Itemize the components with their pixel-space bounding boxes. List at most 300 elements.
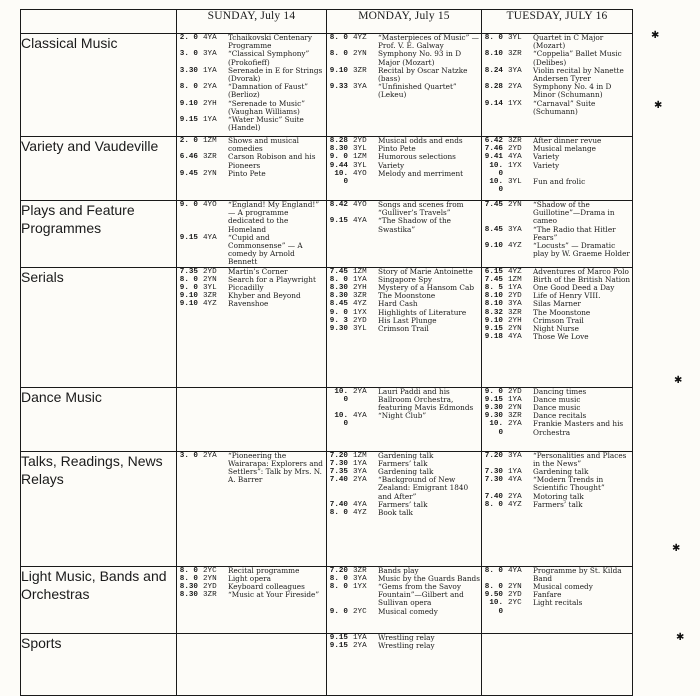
program-title: Musical melange: [533, 144, 596, 154]
program-time: 9. 3: [329, 316, 348, 325]
program-time: 10. 0: [489, 420, 503, 437]
program-title: Musical odds and ends: [378, 136, 463, 145]
program-time: 8. 0: [484, 500, 503, 509]
program-time: 10. 0: [334, 412, 348, 429]
program-title: “Background of New Zealand: Emigrant 1840 and After”: [378, 475, 469, 501]
program-station: 2YN: [203, 169, 217, 178]
program-station: 2YD: [353, 137, 367, 145]
margin-mark: ✱: [676, 632, 685, 643]
program-station: 4YA: [508, 476, 522, 485]
program-time: 8. 0: [329, 50, 348, 59]
program-time: 9.10: [484, 242, 503, 251]
program-station: 2YA: [508, 492, 522, 501]
program-entry: [327, 583, 481, 608]
category-row: [21, 34, 633, 137]
day-header-monday: MONDAY, July 15: [327, 10, 482, 34]
program-title: Fanfare: [533, 590, 562, 600]
program-title: “Cupid and Commonsense” — A comedy by Arnold Bennett: [228, 232, 303, 267]
program-station: 1YA: [203, 116, 217, 125]
program-time: 9.45: [179, 169, 198, 178]
program-station: 4YZ: [353, 509, 367, 518]
program-entry: [482, 242, 632, 258]
program-title: Lauri Paddi and his Ballroom Orchestra, featuring Mavis Edmonds: [378, 386, 474, 413]
program-time: 7.40: [329, 500, 348, 509]
day-cell: [482, 137, 633, 201]
program-station: 3YL: [508, 178, 522, 187]
program-station: 1YA: [508, 395, 522, 404]
program-station: 3ZR: [203, 153, 217, 162]
program-station: 3YA: [353, 468, 367, 477]
program-time: 7.40: [329, 476, 348, 485]
program-title: Fun and frolic: [533, 177, 586, 187]
program-title: Humorous selections: [378, 152, 456, 162]
program-time: 9.41: [484, 153, 503, 162]
program-station: 1YA: [203, 66, 217, 75]
program-time: 7.35: [179, 267, 198, 276]
program-title: Quartet in C Major (Mozart): [533, 33, 604, 51]
program-station: 2YA: [353, 476, 367, 485]
program-station: 3ZR: [203, 292, 217, 301]
program-title: Singapore Spy: [378, 274, 433, 284]
program-station: 2YC: [203, 566, 217, 575]
day-cell: [327, 387, 482, 451]
program-title: “Modern Trends in Scientific Thought”: [533, 475, 605, 493]
program-station: 1YX: [353, 583, 367, 592]
program-time: 9.44: [329, 161, 348, 170]
program-title: Musical comedy: [378, 606, 438, 616]
day-header-sunday: SUNDAY, July 14: [177, 10, 327, 34]
program-entry: [177, 452, 326, 485]
program-time: 8. 0: [329, 583, 348, 592]
program-station: 1YA: [353, 459, 367, 468]
program-entry: [177, 137, 326, 153]
program-title: Serenade in E for Strings (Dvorak): [228, 65, 323, 84]
program-title: “The Shadow of the Swastika”: [378, 216, 451, 234]
program-time: 9.15: [484, 325, 503, 334]
program-time: 9. 0: [329, 153, 348, 162]
program-station: 4YA: [508, 333, 522, 342]
day-cell: [327, 267, 482, 387]
program-title: Those We Love: [533, 332, 589, 342]
program-title: Musical comedy: [533, 582, 593, 592]
program-entry: [482, 452, 632, 468]
program-time: 9.15: [329, 641, 348, 650]
program-time: 8. 0: [484, 583, 503, 592]
program-station: 3YA: [508, 66, 522, 75]
program-title: Songs and scenes from “Gulliver’s Travels”: [378, 200, 464, 218]
program-time: 7.46: [484, 145, 503, 154]
program-entry: [177, 300, 326, 308]
program-entry: [177, 201, 326, 234]
program-station: 1YA: [353, 633, 367, 642]
program-time: 9. 0: [329, 607, 348, 616]
day-cell: [327, 451, 482, 566]
program-time: 8.42: [329, 201, 348, 209]
program-time: 9.10: [179, 292, 198, 301]
program-entry: [327, 67, 481, 83]
program-time: 7.20: [484, 451, 503, 460]
day-cell: [177, 201, 327, 268]
program-time: 8.28: [329, 137, 348, 145]
program-entry: [177, 170, 326, 178]
program-entry: [177, 34, 326, 50]
program-time: 10. 0: [489, 161, 503, 178]
program-title: Search for a Playwright: [228, 274, 316, 284]
program-station: 2YD: [353, 316, 367, 325]
program-station: 2YH: [353, 284, 367, 293]
program-entry: [327, 412, 481, 428]
program-station: 1YA: [508, 468, 522, 477]
program-entry: [482, 162, 632, 178]
program-entry: [327, 509, 481, 517]
program-station: 2YH: [508, 316, 522, 325]
program-title: “Gems from the Savoy Fountain”—Gilbert and Sullivan opera: [378, 582, 464, 608]
program-title: Pinto Pete: [378, 144, 416, 154]
program-station: 3YA: [353, 83, 367, 92]
program-title: Dance music: [533, 403, 581, 413]
program-title: Variety: [533, 160, 560, 170]
program-entry: [327, 83, 481, 99]
program-station: 2YA: [353, 387, 367, 396]
program-time: 8. 0: [484, 34, 503, 42]
program-entry: [482, 67, 632, 83]
program-station: 2YA: [203, 451, 217, 460]
category-row: [21, 387, 633, 451]
program-time: 8. 0: [484, 566, 503, 575]
program-entry: [482, 226, 632, 242]
program-time: 7.30: [484, 468, 503, 477]
program-title: Gardening talk: [533, 467, 589, 477]
program-time: 10. 0: [334, 169, 348, 187]
program-station: 2YA: [203, 83, 217, 92]
program-title: Bands play: [378, 565, 419, 575]
day-cell: [177, 633, 327, 695]
program-title: Motoring talk: [533, 491, 584, 501]
category-label: Light Music, Bands and Orchestras: [21, 566, 177, 633]
day-cell: [177, 137, 327, 201]
program-entry: [482, 201, 632, 226]
program-station: 3YL: [353, 325, 367, 334]
program-title: Story of Marie Antoinette: [378, 266, 473, 276]
category-label: Variety and Vaudeville: [21, 137, 177, 201]
program-station: 2YN: [508, 201, 522, 209]
day-cell: [482, 633, 633, 695]
program-entry: [327, 642, 481, 650]
program-station: 2YN: [508, 583, 522, 592]
day-cell: [327, 566, 482, 633]
category-label: Serials: [21, 267, 177, 387]
program-station: 2YN: [203, 275, 217, 284]
program-time: 8. 0: [329, 34, 348, 42]
program-title: Shows and musical comedies: [228, 136, 299, 154]
program-title: “Water Music” Suite (Handel): [228, 115, 304, 133]
program-station: 1YX: [353, 308, 367, 317]
program-station: 2YD: [508, 591, 522, 600]
program-time: 6.15: [484, 267, 503, 276]
day-header-tuesday: TUESDAY, JULY 16: [482, 10, 633, 34]
program-station: 2YD: [508, 387, 522, 396]
program-title: Silas Marner: [533, 299, 581, 309]
program-title: “Pioneering the Wairarapa: Explorers and Settlers”: Talk by Mrs. N. A. Barrer: [228, 450, 323, 485]
program-title: Mystery of a Hansom Cab: [378, 283, 474, 293]
program-time: 7.40: [484, 492, 503, 501]
program-station: 1YA: [353, 275, 367, 284]
program-entry: [177, 591, 326, 599]
program-station: 2YC: [508, 599, 522, 608]
program-title: His Last Plunge: [378, 315, 437, 325]
program-time: 9.15: [179, 233, 198, 242]
program-entry: [177, 50, 326, 66]
program-title: Dancing times: [533, 386, 587, 396]
program-title: Dance recitals: [533, 411, 587, 421]
program-station: 1YX: [508, 161, 522, 170]
program-station: 4YZ: [203, 300, 217, 309]
program-station: 2YA: [508, 420, 522, 429]
program-title: Ravenshoe: [228, 299, 269, 309]
program-time: 7.45: [329, 267, 348, 276]
program-entry: [482, 420, 632, 436]
program-entry: [177, 67, 326, 83]
program-title: Keyboard colleagues: [228, 582, 305, 592]
program-station: 4YZ: [353, 300, 367, 309]
program-time: 8.30: [179, 583, 198, 592]
program-time: 9.10: [179, 99, 198, 108]
program-time: 10. 0: [489, 178, 503, 195]
day-cell: [177, 451, 327, 566]
program-station: 2YN: [508, 325, 522, 334]
program-title: Tchaikovski Centenary Programme: [228, 33, 313, 51]
day-cell: [177, 566, 327, 633]
program-entry: [177, 83, 326, 99]
program-time: 8. 0: [179, 83, 198, 92]
program-title: Light opera: [228, 573, 272, 583]
program-title: One Good Deed a Day: [533, 283, 615, 293]
program-station: 4YA: [203, 233, 217, 242]
program-title: Music by the Guards Bands: [378, 573, 480, 583]
margin-mark: ✱: [651, 30, 660, 41]
program-entry: [327, 476, 481, 501]
program-title: Recital by Oscar Natzke (bass): [378, 65, 468, 84]
program-time: 8.30: [179, 591, 198, 600]
day-cell: [482, 566, 633, 633]
day-cell: [177, 34, 327, 137]
program-time: 2. 0: [179, 137, 198, 145]
program-station: 2YD: [203, 583, 217, 592]
program-title: “Carnaval” Suite (Schumann): [533, 98, 596, 116]
program-time: 9.10: [179, 300, 198, 309]
program-time: 8. 5: [484, 284, 503, 293]
program-station: 4YZ: [508, 267, 522, 276]
program-entry: [482, 501, 632, 509]
program-title: “Unfinished Quartet” (Lekeu): [378, 82, 457, 100]
program-time: 7.20: [329, 451, 348, 460]
program-station: 1ZM: [203, 137, 217, 145]
category-row: [21, 137, 633, 201]
program-title: Recital programme: [228, 565, 300, 575]
day-cell: [482, 201, 633, 268]
program-title: “Coppelia” Ballet Music (Delibes): [533, 49, 622, 67]
program-title: “Personalities and Places in the News”: [533, 450, 627, 468]
program-title: The Moonstone: [378, 291, 436, 301]
program-time: 9.15: [179, 116, 198, 125]
program-station: 3ZR: [508, 137, 522, 145]
program-title: Melody and merriment: [378, 168, 464, 178]
program-station: 3ZR: [508, 412, 522, 421]
program-station: 4YZ: [353, 34, 367, 42]
program-title: Piccadilly: [228, 283, 264, 293]
program-title: Crimson Trail: [533, 315, 584, 325]
program-station: 3YA: [203, 50, 217, 59]
program-station: 3ZR: [203, 591, 217, 600]
program-title: “Classical Symphony” (Prokofieff): [228, 49, 310, 67]
program-station: 3ZR: [508, 308, 522, 317]
program-time: 8. 0: [329, 574, 348, 583]
program-title: Night Nurse: [533, 324, 579, 334]
category-row: [21, 633, 633, 695]
program-time: 2. 0: [179, 34, 198, 42]
program-entry: [327, 388, 481, 413]
program-entry: [327, 201, 481, 217]
program-time: 9.33: [329, 83, 348, 92]
corner-cell: [21, 10, 177, 34]
program-title: “England! My England!” — A programme dedicated to the Homeland: [228, 200, 320, 234]
program-time: 9.15: [329, 633, 348, 642]
program-entry: [482, 83, 632, 99]
program-station: 2YA: [508, 83, 522, 92]
program-time: 3.30: [179, 66, 198, 75]
day-cell: [482, 387, 633, 451]
program-station: 2YD: [508, 145, 522, 154]
program-time: 7.35: [329, 468, 348, 477]
day-cell: [482, 267, 633, 387]
program-title: “Music at Your Fireside”: [228, 590, 320, 600]
program-title: “Shadow of the Guillotine”—Drama in cameo: [533, 200, 615, 226]
program-time: 10. 0: [489, 599, 503, 616]
program-entry: [177, 100, 326, 116]
program-title: “Masterpieces of Music” — Prof. V. E. Galway: [378, 33, 479, 51]
program-title: Variety: [378, 160, 405, 170]
program-time: 9. 0: [179, 201, 198, 209]
program-station: 4YA: [203, 34, 217, 42]
program-time: 7.45: [484, 275, 503, 284]
program-title: Martin’s Corner: [228, 266, 288, 276]
program-entry: [327, 153, 481, 161]
program-station: 4YA: [353, 412, 367, 421]
program-entry: [482, 333, 632, 341]
program-time: 8.28: [484, 83, 503, 92]
program-title: Wrestling relay: [378, 632, 435, 642]
program-time: 9.30: [484, 404, 503, 413]
program-time: 8.45: [484, 225, 503, 234]
program-title: Birth of the British Nation: [533, 274, 631, 284]
program-title: After dinner revue: [533, 136, 602, 145]
program-time: 8.30: [329, 292, 348, 301]
program-time: 3. 0: [179, 50, 198, 59]
program-station: 2YA: [353, 641, 367, 650]
program-title: “Locusts” — Dramatic play by W. Graeme Holder: [533, 241, 630, 259]
category-row: [21, 566, 633, 633]
program-time: 8. 0: [329, 509, 348, 518]
category-row: [21, 267, 633, 387]
program-entry: [327, 50, 481, 66]
program-station: 4YZ: [508, 500, 522, 509]
program-title: Symphony No. 4 in D Minor (Schumann): [533, 82, 612, 100]
program-time: 9. 0: [484, 387, 503, 396]
program-station: 3ZR: [353, 292, 367, 301]
program-time: 9.50: [484, 591, 503, 600]
category-label: Sports: [21, 633, 177, 695]
category-row: [21, 201, 633, 268]
program-time: 6.42: [484, 137, 503, 145]
program-title: Gardening talk: [378, 467, 434, 477]
program-time: 7.30: [329, 459, 348, 468]
program-title: Book talk: [378, 508, 413, 518]
category-label: Talks, Readings, News Relays: [21, 451, 177, 566]
program-title: Light recitals: [533, 598, 583, 608]
program-time: 9.10: [484, 316, 503, 325]
program-title: Khyber and Beyond: [228, 291, 301, 301]
program-title: Farmers’ talk: [533, 499, 583, 509]
program-title: “Damnation of Faust” (Berlioz): [228, 82, 309, 100]
day-cell: [327, 34, 482, 137]
program-station: 1ZM: [508, 275, 522, 284]
program-time: 9.10: [329, 66, 348, 75]
program-time: 6.46: [179, 153, 198, 162]
program-station: 1YX: [508, 99, 522, 108]
program-time: 8.10: [484, 292, 503, 301]
program-station: 4YZ: [508, 242, 522, 251]
program-station: 3ZR: [353, 66, 367, 75]
program-title: Variety: [533, 152, 560, 162]
program-time: 7.20: [329, 566, 348, 575]
program-entry: [327, 34, 481, 50]
program-time: 8.30: [329, 145, 348, 154]
program-title: Carson Robison and his Pioneers: [228, 152, 316, 170]
margin-mark: ✱: [654, 100, 663, 111]
program-station: 3YL: [353, 161, 367, 170]
program-station: 3YA: [508, 300, 522, 309]
day-cell: [177, 387, 327, 451]
program-title: Farmers’ talk: [378, 458, 428, 468]
program-title: Life of Henry VIII.: [533, 291, 601, 301]
program-station: 3YL: [203, 284, 217, 293]
margin-mark: ✱: [674, 375, 683, 386]
program-station: 3YA: [508, 225, 522, 234]
program-entry: [177, 116, 326, 132]
program-time: 8.45: [329, 300, 348, 309]
program-station: 1ZM: [353, 153, 367, 162]
program-entry: [327, 217, 481, 233]
program-station: 3ZR: [508, 50, 522, 59]
header-row: [21, 10, 633, 34]
day-cell: [177, 267, 327, 387]
program-station: 2YD: [508, 292, 522, 301]
program-title: Programme by St. Kilda Band: [533, 565, 622, 583]
day-cell: [482, 34, 633, 137]
program-station: 2YN: [203, 574, 217, 583]
program-station: 2YD: [203, 267, 217, 276]
program-entry: [482, 100, 632, 116]
program-station: 4YO: [353, 201, 367, 209]
program-title: Symphony No. 93 in D Major (Mozart): [378, 49, 462, 67]
program-entry: [482, 50, 632, 66]
margin-mark: ✱: [672, 543, 681, 554]
program-time: 8. 0: [179, 566, 198, 575]
program-title: Pinto Pete: [228, 168, 266, 178]
program-title: Wrestling relay: [378, 640, 435, 650]
program-entry: [482, 599, 632, 615]
program-time: 9.18: [484, 333, 503, 342]
